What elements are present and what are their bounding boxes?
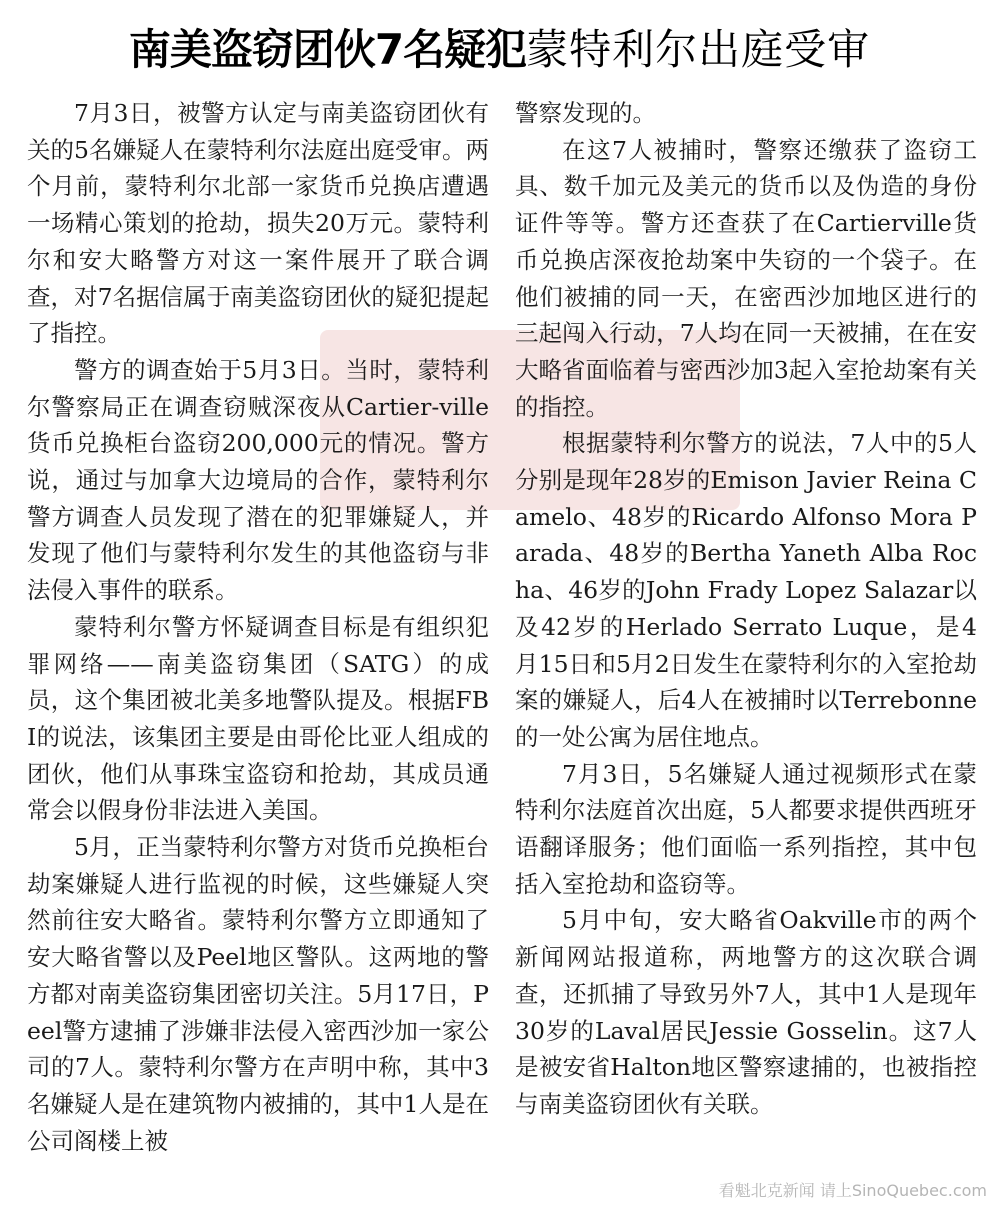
article-paragraph: 在这7人被捕时，警察还缴获了盗窃工具、数千加元及美元的货币以及伪造的身份证件等等。警方还查获了在Cartierville货币兑换店深夜抢劫案中失窃的一个袋子。在他们被捕的同一天，在密西沙加地区进行的三起闯入行动，7人均在同一天被捕，在在安大略省面临着与密西沙加3起入室抢劫案有关的指控。 bbox=[515, 135, 977, 421]
article-paragraph: 蒙特利尔警方怀疑调查目标是有组织犯罪网络——南美盗窃集团（SATG）的成员，这个集团被北美多地警队提及。根据FBI的说法，该集团主要是由哥伦比亚人组成的团伙，他们从事珠宝盗窃和抢劫，其成员通常会以假身份非法进入美国。 bbox=[27, 612, 489, 825]
article-paragraph: 5月，正当蒙特利尔警方对货币兑换柜台劫案嫌疑人进行监视的时候，这些嫌疑人突然前往安大略省。蒙特利尔警方立即通知了安大略省警以及Peel地区警队。这两地的警方都对南美盗窃集团密切关注。5月17日，Peel警方逮捕了涉嫌非法侵入密西沙加一家公司的7人。蒙特利尔警方在声明中称，其中3名嫌疑人是在建筑物内被捕的，其中1人是在公司阁楼上被 bbox=[27, 833, 489, 1155]
article-column-right bbox=[515, 95, 977, 1123]
article-paragraph: 警方的调查始于5月3日。当时，蒙特利尔警察局正在调查窃贼深夜从Cartier-ville货币兑换柜台盗窃200,000元的情况。警方说，通过与加拿大边境局的合作，蒙特利尔警方调查人员发现了潜在的犯罪嫌疑人，并发现了他们与蒙特利尔发生的其他盗窃与非法侵入事件的联系。 bbox=[27, 355, 489, 605]
headline-bold-part: 南美盗窃团伙7名疑犯 bbox=[128, 25, 527, 74]
article-paragraph: 5月中旬，安大略省Oakville市的两个新闻网站报道称，两地警方的这次联合调查，还抓捕了导致另外7人，其中1人是现年30岁的Laval居民Jessie Gosselin。这7人是被安省Halton地区警察逮捕的，也被指控与南美盗窃团伙有关联。 bbox=[515, 906, 977, 1118]
headline bbox=[0, 22, 999, 78]
article-paragraph-continuation: 警察发现的。 bbox=[515, 99, 656, 127]
article-paragraph: 根据蒙特利尔警方的说法，7人中的5人分别是现年28岁的Emison Javier Reina Camelo、48岁的Ricardo Alfonso Mora Parada、48岁的Bertha Yaneth Alba Rocha、46岁的John Frady Lopez Salazar以及42岁的Herlado Serrato Luque，是4月15日和5月2日发生在蒙特利尔的入室抢劫案的嫌疑人，后4人在被捕时以Terrebonne的一处公寓为居住地点。 bbox=[515, 429, 977, 751]
article-paragraph: 7月3日，被警方认定与南美盗窃团伙有关的5名嫌疑人在蒙特利尔法庭出庭受审。两个月前，蒙特利尔北部一家货币兑换店遭遇一场精心策划的抢劫，损失20万元。蒙特利尔和安大略警方对这一案件展开了联合调查，对7名据信属于南美盗窃团伙的疑犯提起了指控。 bbox=[27, 99, 489, 348]
article-paragraph: 7月3日，5名嫌疑人通过视频形式在蒙特利尔法庭首次出庭，5人都要求提供西班牙语翻译服务；他们面临一系列指控，其中包括入室抢劫和盗窃等。 bbox=[515, 759, 977, 898]
footer-site-credit: 看魁北克新闻 请上SinoQuebec.com bbox=[718, 1181, 987, 1200]
headline-light-part: 蒙特利尔出庭受审 bbox=[526, 25, 871, 74]
article-column-left bbox=[27, 95, 489, 1159]
